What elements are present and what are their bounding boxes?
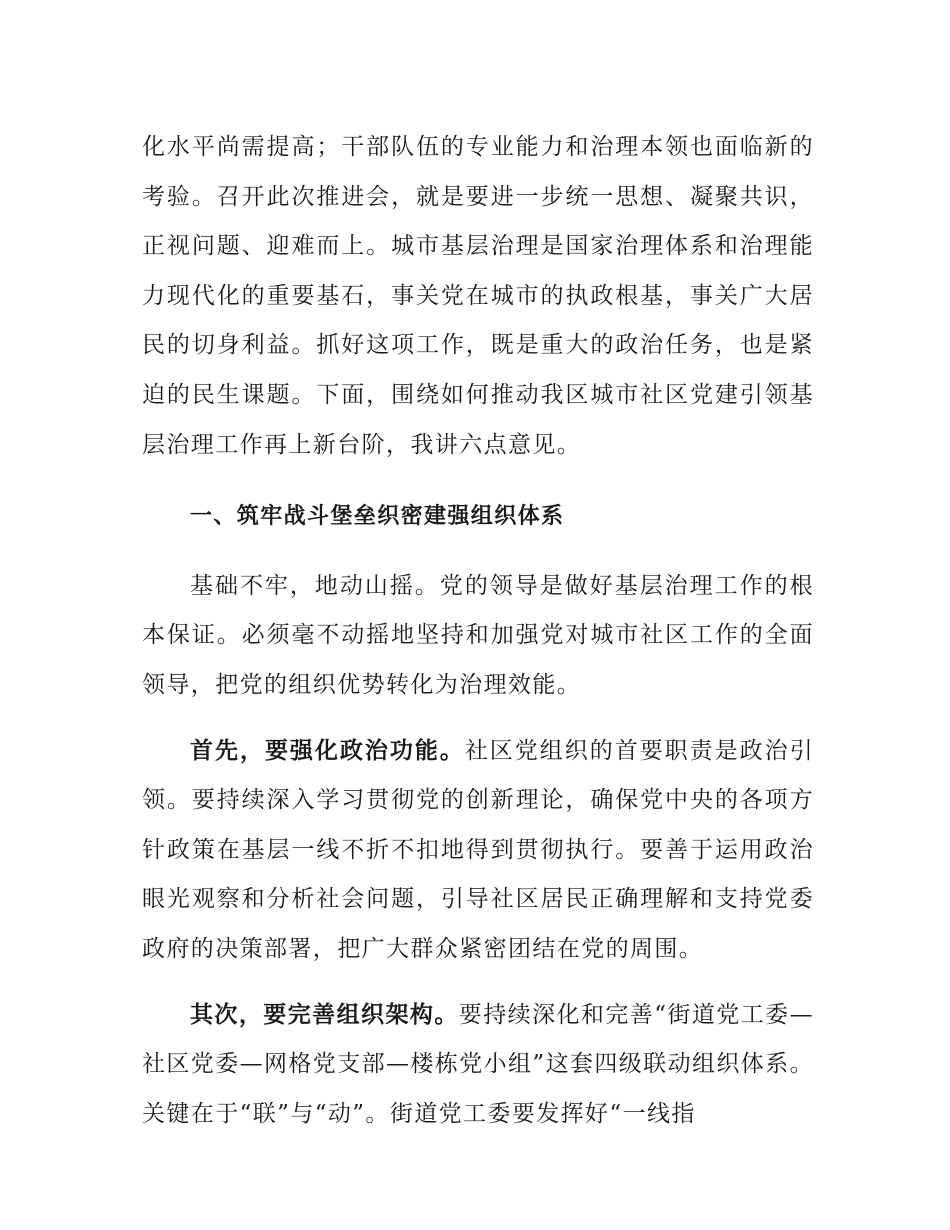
paragraph-first-lead: 首先，要强化政治功能。 (190, 737, 465, 764)
paragraph-intro: 化水平尚需提高；干部队伍的专业能力和治理本领也面临新的考验。召开此次推进会，就是要进一步统一思想、凝聚共识，正视问题、迎难而上。城市基层治理是国家治理体系和治理能力现代化的重要基石，事关党在城市的执政根基，事关广大居民的切身利益。抓好这项工作，既是重大的政治任务，也是紧迫的民生课题。下面，围绕如何推动我区城市社区党建引领基层治理工作再上新台阶，我讲六点意见。 (142, 134, 814, 458)
paragraph-second (142, 991, 814, 1140)
paragraph-second-body: 要持续深化和完善“街道党工委—社区党委—网格党支部—楼栋党小组”这套四级联动组织体系。关键在于“联”与“动”。街道党工委要发挥好“一线指 (142, 1001, 814, 1127)
section-heading: 一、筑牢战斗堡垒织密建强组织体系 (190, 504, 565, 530)
paragraph-foundation: 基础不牢，地动山摇。党的领导是做好基层治理工作的根本保证。必须毫不动摇地坚持和加强党对城市社区工作的全面领导，把党的组织优势转化为治理效能。 (142, 572, 814, 698)
paragraph-second-lead: 其次，要完善组织架构。 (190, 1001, 459, 1028)
document-page (142, 123, 814, 1139)
paragraph-first-body: 社区党组织的首要职责是政治引领。要持续深入学习贯彻党的创新理论，确保党中央的各项方针政策在基层一线不折不扣地得到贯彻执行。要善于运用政治眼光观察和分析社会问题，引导社区居民正确理解和支持党委政府的决策部署，把广大群众紧密团结在党的周围。 (142, 737, 814, 962)
paragraph-first (142, 727, 814, 975)
